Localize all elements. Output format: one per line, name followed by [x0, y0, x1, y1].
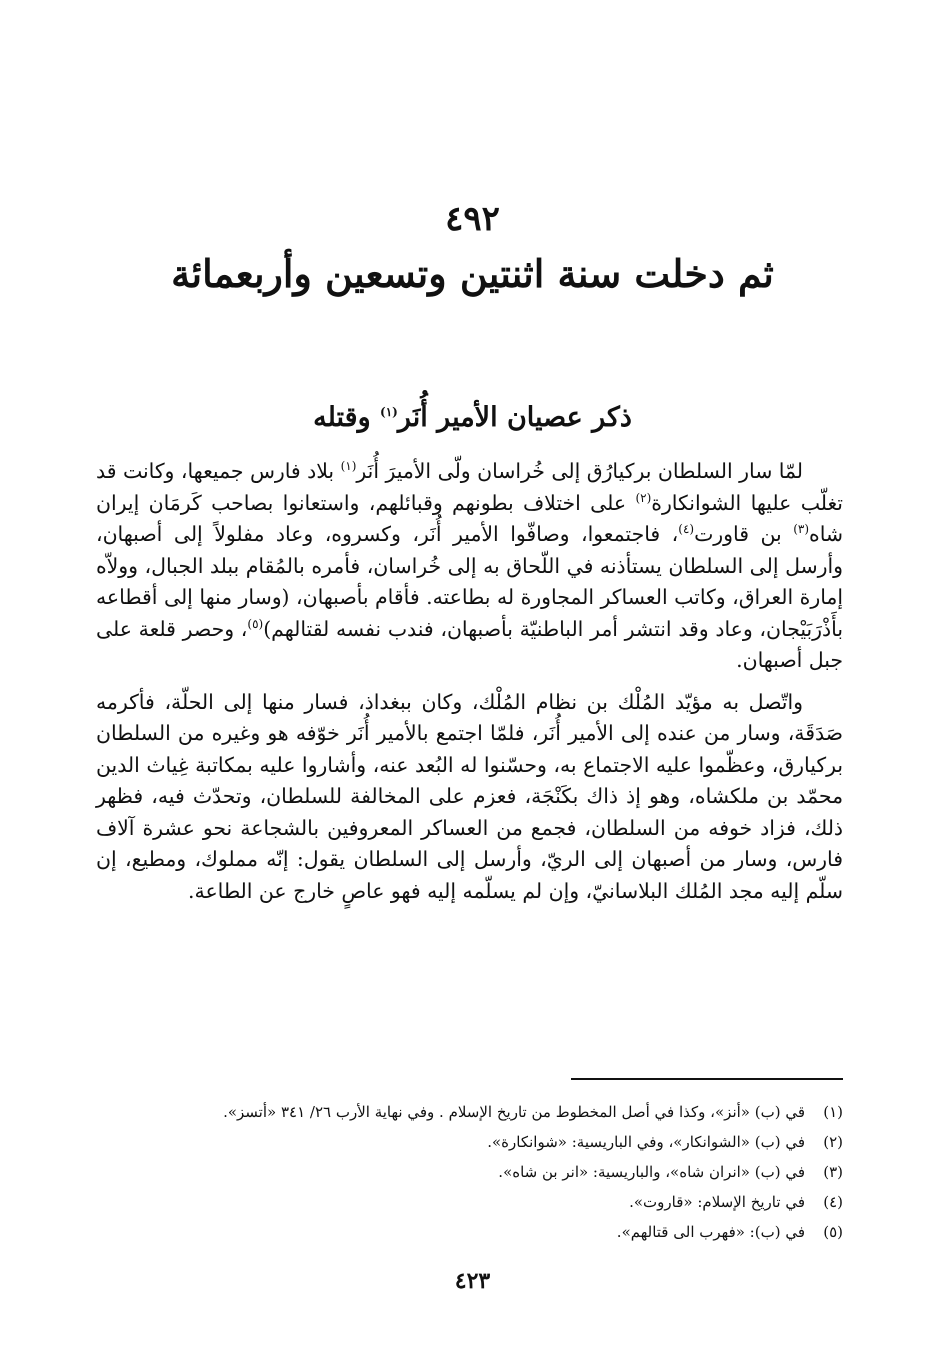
footnote-ref-3: (٣): [793, 522, 810, 537]
body-text: [96, 456, 843, 907]
paragraph-1-part-5: ، فاجتمعوا، وصافّوا الأمير أُنَر، وكسروه، وعاد مفلولاً إلى أصبهان، وأرسل إلى السلطان يستأذنه في اللّحاق به إلى خُراسان، فأمره بالمُقام ببلد الجبال، وولاّه إمارة العراق، وكاتب العساكر المجاورة له بطاعته. فأقام بأصبهان، (وسار منها إلى أقطاعه بأَذْرَبَيْجان، وعاد وقد انتشر أمر الباطنيّة بأصبهان، فندب نفسه لقتالهم): [96, 522, 843, 641]
footnote-text: قي (ب) «أنز»، وكذا في أصل المخطوط من تاريخ الإسلام . وفي نهاية الأرب ٢٦/ ٣٤١ «أتسز».: [223, 1103, 805, 1121]
footnote-text: في تاريخ الإسلام: «قاروت».: [629, 1193, 805, 1211]
footnote-number: (١): [823, 1103, 843, 1121]
footnote-item: [120, 1127, 843, 1157]
footnote-item: [120, 1097, 843, 1127]
section-title-text: ذكر عصيان الأمير أُنَر: [397, 402, 632, 433]
footnote-ref-1: (١): [380, 405, 398, 419]
footnote-ref-5: (٥): [247, 616, 264, 631]
paragraph-1-part-1: لمّا سار السلطان بركيارُق إلى خُراسان ولّى الأميرَ أُنَر: [356, 459, 803, 483]
paragraph-1-part-4: بن قاورت: [694, 522, 794, 546]
paragraph-1-part-6: ، وحصر قلعة على جبل أصبهان.: [96, 616, 843, 672]
footnote-number: (٥): [823, 1223, 843, 1241]
section-title-end: وقتله: [313, 402, 381, 433]
footnote-number: (٢): [823, 1133, 843, 1151]
footnote-ref-2: (٢): [635, 490, 652, 505]
footnote-number: (٣): [823, 1163, 843, 1181]
paragraph-2: واتّصل به مؤيّد المُلْك بن نظام المُلْك، وكان ببغداذ، فسار منها إلى الحلّة، فأكرمه صَدَقَة، وسار من عنده إلى الأمير أُنَر، فلمّا اجتمع بالأمير أُنَر خوّفه هو وغيره من السلطان بركيارق، وعظّموا عليه الاجتماع به، وحسّنوا له البُعد عنه، وأشاروا عليه بمكاتبة غِياث الدين محمّد بن ملكشاه، وهو إذ ذاك بكَنْجَة، فعزم على المخالفة للسلطان، وتحدّث فيه، فظهر ذلك، فزاد خوفه من السلطان، فجمع من العساكر المعروفين بالشجاعة نحو عشرة آلاف فارس، وسار من أصبهان إلى الريّ، وأرسل إلى السلطان يقول: إنّه مملوك، ومطيع، إن سلّم إليه مجد المُلك البلاسانيّ، وإن لم يسلّمه إليه فهو عاصٍ خارج عن الطاعة.: [96, 689, 843, 903]
footnote-ref-1: (١): [340, 459, 357, 474]
paragraph-1-part-3: على اختلاف بطونهم وقبائلهم، واستعانوا بصاحب كَرمَان إيران شاه: [96, 490, 843, 546]
footnote-text: في (ب) «الشوانكار»، وفي الباريسية: «شوانكارة».: [487, 1133, 805, 1151]
page-number: ٤٢٣: [454, 1268, 491, 1294]
footnote-item: [120, 1157, 843, 1187]
footnote-item: [120, 1217, 843, 1247]
footnotes: [120, 1097, 843, 1247]
footnote-text: في (ب): «فهرب الى قتالهم».: [616, 1223, 805, 1241]
paragraph-1: [96, 456, 843, 677]
section-title: [150, 398, 795, 438]
footnote-text: في (ب) «انران شاه»، والباريسية: «انر بن شاه».: [498, 1163, 805, 1181]
paragraph-1-part-2: بلاد فارس جميعها، وكانت قد تغلّب عليها الشوانكارة: [96, 459, 843, 515]
chapter-heading: ثم دخلت سنة اثنتين وتسعين وأربعمائة: [171, 251, 774, 296]
footnote-item: [120, 1187, 843, 1217]
footnote-divider: [571, 1078, 843, 1080]
footnote-ref-4: (٤): [678, 522, 695, 537]
year-number: ٤٩٢: [445, 199, 500, 239]
footnote-number: (٤): [823, 1193, 843, 1211]
